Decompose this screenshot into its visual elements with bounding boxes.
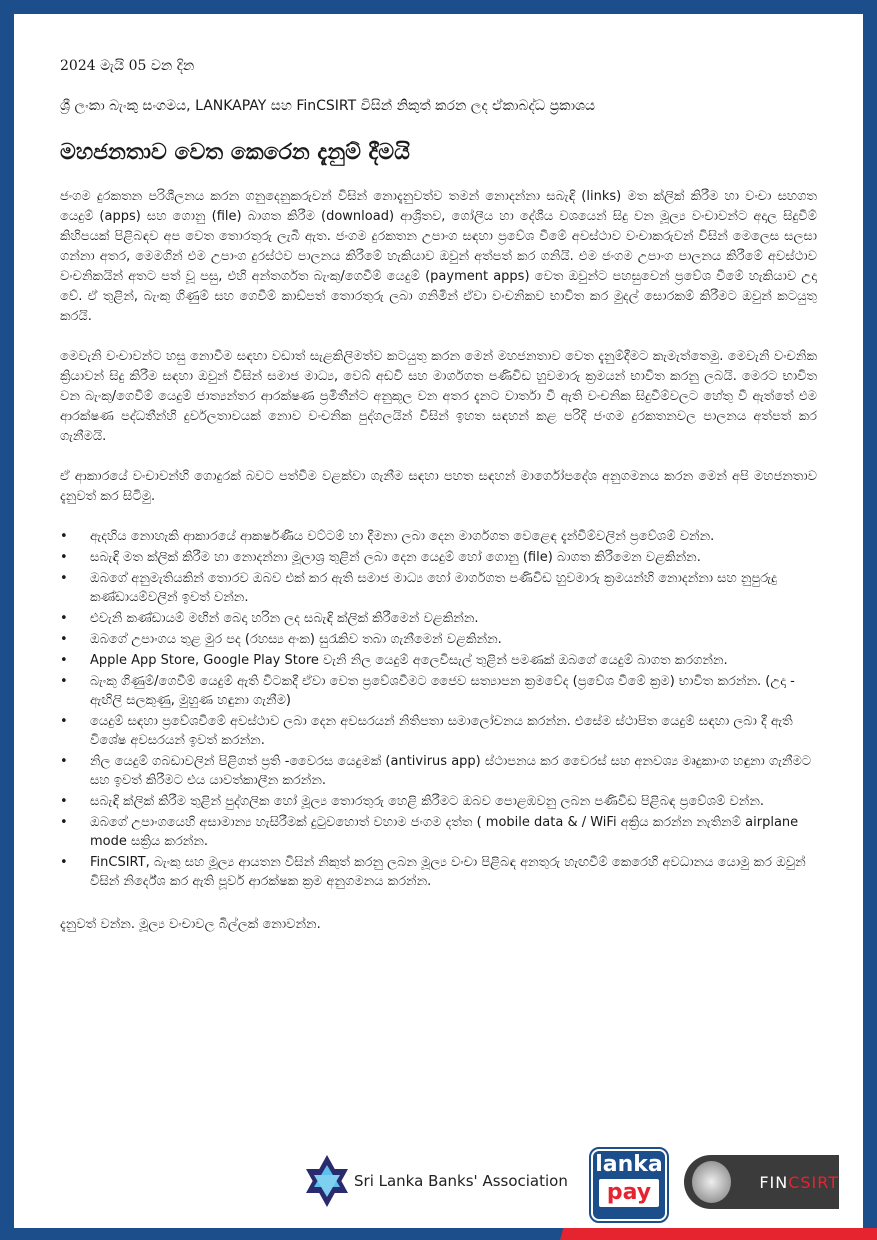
list-item-text: එවැනි කණ්ඩායම් මඟින් බෙදා හරින ලද සබැඳි ක්ලික් කිරීමෙන් වළකින්න.: [90, 611, 479, 626]
bullet-icon: •: [60, 855, 68, 870]
list-item-text: යෙදුම් සඳහා ප්‍රවේශවීමේ අවස්ථාව ලබා දෙන අවසරයන් නිතිපතා සමාලෝචනය කරන්න. එසේම ස්ථාපිත යෙදුම් සඳහා ලබා දී ඇති විශේෂ අවසරයන් ඉවත් කරන්න.: [90, 714, 793, 748]
list-item: [60, 712, 817, 750]
document-content: [60, 58, 817, 932]
list-item: [60, 548, 817, 567]
list-item-text: Apple App Store, Google Play Store වැනි නිල යෙදුම් අලෙවිසැල් තුළින් පමණක් ඔබගේ යෙදුම් බාගත කරගන්න.: [90, 653, 728, 668]
lankapay-bottom: pay: [599, 1179, 659, 1207]
document-title: මහජනතාව වෙත කෙරෙන දැනුම් දීමයි: [60, 140, 410, 165]
paragraph: ජංගම දුරකතන පරිශීලනය කරන ගනුදෙනුකරුවන් විසින් නොදැනුවත්ව තමන් නොදන්නා සබැඳි (links) මත ක්ලික් කිරීම හා වංචා සහගත යෙදුම් (apps) සහ ගොනු (file) බාගත කිරීම (download) ආශ්‍රිතව, ගෝලීය හා දේශීය වශයෙන් සිදු වන මූල්‍ය වංචාවන්ට අදාල සිදුවීම් කිහිපයක් පිළිබඳව අප වෙත තොරතුරු ලැබී ඇත. ජංගම දුරකතන උපාංග සඳහා ප්‍රවේශ වීමේ අවස්ථාව වංචාකරුවන් විසින් මෙලෙස සලසා ගන්නා අතර, මෙමගින් එම උපාංග දුරස්ථව පාලනය කිරීමේ හැකියාව ඔවුන් අත්පත් කර ගනියි. එම ජංගම උපාංග පාලනය කිරීමේ අවස්ථාව වංචනිකයින් අතට පත් වූ පසු, එහි අන්තර්ගත බැංකු/ගෙවීම් යෙදුම් (payment apps) වෙත ඔවුන්ට පහසුවෙන් ප්‍රවේශ වීමේ හැකියාව උදා වේ. ඒ තුළින්, බැංකු ගිණුම් සහ ගෙවීම් කාඩ්පත් තොරතුරු ලබා ගනිමින් ඒවා වංචනිකව භාවිත කර මුදල් සොරකම් කිරීමට ඔවුන් කටයුතු කරයි.: [60, 189, 817, 324]
paragraph: මෙවැනි වංචාවන්ට හසු නොවීම සඳහා වඩාත් සැළකිලිමත්ව කටයුතු කරන මෙන් මහජනතාව වෙත දැනුම්දීමට කැමැත්තෙමු. මෙවැනි වංචනික ක්‍රියාවන් සිදු කිරීම සඳහා ඔවුන් විසින් සමාජ මාධ්‍ය, වෙබ් අඩවි සහ මාර්ගගත පණිවිඩ හුවමාරු ක්‍රමයන් භාවිත කරනු ලබයි. මෙරට භාවිත වන බැංකු/ගෙවීම් යෙදුම් ජාත්‍යන්තර ආරක්ෂණ ප්‍රමිතීන්ට අනුකූල වන අතර දැනට වාර්තා වී ඇති වංචනික සිදුවීම්වලට හේතු වී ඇත්තේ එම ආරක්ෂණ පද්ධතීන්හි දුර්වලතාවයක් නොව වංචනික පුද්ගලයින් විසින් ඉහත සඳහන් කළ පරිදි ජංගම දුරකතනවල පාලනය අත්පත් කර ගැනීමයි.: [60, 349, 817, 444]
document-page: [14, 14, 863, 1240]
fincsirt-logo: [684, 1155, 839, 1209]
list-item: [60, 813, 817, 851]
closing-line: දැනුවත් වන්න. මූල්‍ය වංචාවල බිල්ලක් නොවන්න.: [60, 917, 321, 932]
footer-stripe: [0, 1228, 877, 1240]
star-icon: [304, 1153, 350, 1209]
list-item: [60, 569, 817, 607]
bullet-icon: •: [60, 632, 68, 647]
list-item: [60, 527, 817, 546]
bullet-icon: •: [60, 571, 68, 586]
sla-logo: [304, 1153, 568, 1209]
list-item: [60, 752, 817, 790]
list-item-text: නිල යෙදුම් ගබඩාවලින් පිළිගත් ප්‍රති -වෛරස යෙදුමක් (antivirus app) ස්ථාපනය කර වෛරස් සහ අනවශ්‍ය මෘදුකාංග හඳුනා ගැනීමට සහ ඉවත් කිරීමට එය යාවත්කාලීන කරන්න.: [90, 754, 812, 788]
list-item-text: ඇදහිය නොහැකි ආකාරයේ ආකර්ෂණීය වට්ටම් හා දීමනා ලබා දෙන මාර්ගගත වෙළෙඳ දැන්වීම්වලින් ප්‍රවේශම් වන්න.: [90, 529, 715, 544]
list-item-text: සබැඳි ක්ලික් කිරීම තුළින් පුද්ගලික හෝ මූල්‍ය තොරතුරු හෙළි කිරීමට ඔබව පොළඹවනු ලබන පණිවිඩ පිළිබඳ ප්‍රවේශම් වන්න.: [90, 794, 765, 809]
list-item-text: FinCSIRT, බැංකු සහ මූල්‍ය ආයතන විසින් නිකුත් කරනු ලබන මූල්‍ය වංචා පිළිබඳ අනතුරු හැඟවීම් කෙරෙහි අවධානය යොමු කර ඔවුන් විසින් නිර්දේශ කර ඇති පූර්ව ආරක්ෂක ක්‍රම අනුගමනය කරන්න.: [90, 855, 806, 889]
list-item-text: ඔබගේ උපාංගය තුළ මුර පද (රහස්‍ය අංක) සුරැකිව තබා ගැනීමෙන් වළකින්න.: [90, 632, 502, 647]
fincsirt-csirt: CSIRT: [788, 1172, 839, 1192]
guidelines-list: [60, 527, 817, 891]
paragraph: ඒ ආකාරයේ වංචාවන්හි ගොදුරක් බවට පත්වීම වළක්වා ගැනීම සඳහා පහත සඳහන් මාර්ගෝපදේශ අනුගමනය කරන මෙන් අපි මහජනතාව දැනුවත් කර සිටිමු.: [60, 469, 817, 504]
bullet-icon: •: [60, 653, 68, 668]
list-item-text: ඔබගේ අනුමැතියකින් තොරව ඔබව එක් කර ඇති සමාජ මාධ්‍ය හෝ මාර්ගගත පණිවිඩ හුවමාරු ක්‍රමයන්හි නොදන්නා සහ නුපුරුදු කණ්ඩායම්වලින් ඉවත් වන්න.: [90, 571, 777, 605]
bullet-icon: •: [60, 815, 68, 830]
document-date: 2024 මැයි 05 වන දින: [60, 58, 195, 74]
sla-name: Sri Lanka Banks' Association: [354, 1172, 568, 1190]
list-item-text: බැංකු ගිණුම්/ගෙවීම් යෙදුම් ඇති විටකදී ඒවා වෙත ප්‍රවේශවීමට ජෛව සත්‍යාපන ක්‍රමවේද (ප්‍රවේශ වීමේ ක්‍රම) භාවිත කරන්න. (උදා - ඇඟිලි සලකුණු, මුහුණ හඳුනා ගැනීම): [90, 674, 795, 708]
bullet-icon: •: [60, 794, 68, 809]
document-subtitle: ශ්‍රී ලංකා බැංකු සංගමය, LANKAPAY සහ FinCSIRT විසින් නිකුත් කරන ලද ඒකාබද්ධ ප්‍රකාශය: [60, 98, 596, 114]
list-item: [60, 672, 817, 710]
list-item-text: සබැඳි මත ක්ලික් කිරීම හා නොදන්නා මූලාශ්‍ර තුළින් ලබා දෙන යෙදුම් හෝ ගොනු (file) බාගත කිරීමෙන වළකින්න.: [90, 550, 701, 565]
logo-row: [294, 1137, 854, 1217]
list-item: [60, 651, 817, 670]
list-item: [60, 609, 817, 628]
list-item: [60, 630, 817, 649]
bullet-icon: •: [60, 529, 68, 544]
list-item: [60, 853, 817, 891]
lankapay-top: lanka: [595, 1152, 663, 1177]
bullet-icon: •: [60, 611, 68, 626]
lankapay-logo: [591, 1149, 667, 1221]
fincsirt-fin: FIN: [759, 1172, 789, 1192]
bullet-icon: •: [60, 674, 68, 689]
bullet-icon: •: [60, 754, 68, 769]
list-item-text: ඔබගේ උපාංගයෙහි අසාමාන්‍ය හැසිරීමක් දුටුවහොත් වහාම ජංගම දත්ත ( mobile data & / WiFi අක්‍රිය කරන්න නැතිනම් airplane mode සක්‍රිය කරන්න.: [90, 815, 799, 849]
shield-icon: [692, 1161, 731, 1203]
bullet-icon: •: [60, 550, 68, 565]
list-item: [60, 792, 817, 811]
bullet-icon: •: [60, 714, 68, 729]
